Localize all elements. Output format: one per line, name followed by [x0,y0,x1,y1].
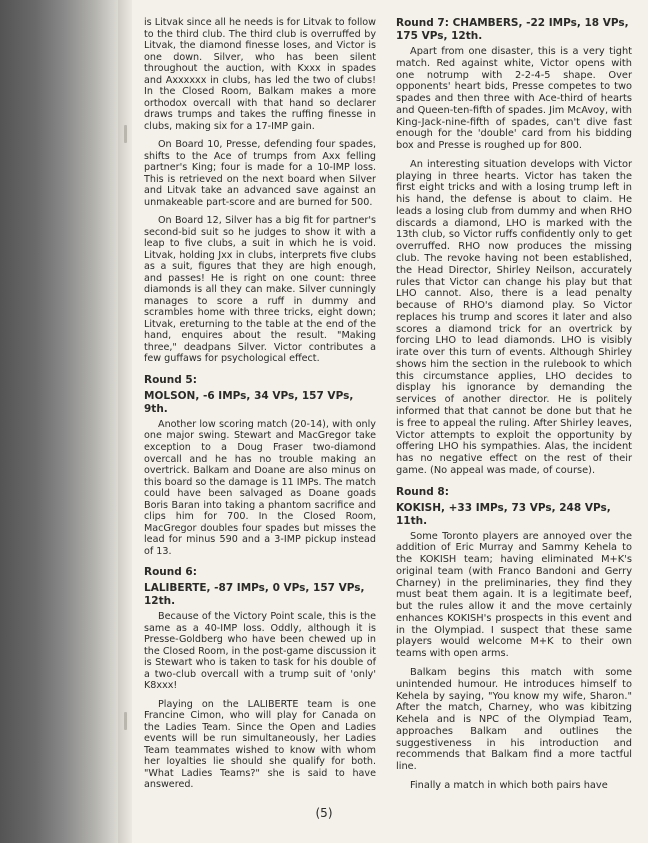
left-column [144,17,376,798]
paragraph: Playing on the LALIBERTE team is one Francine Cimon, who will play for Canada on the Ladies Team. Since the Open and Ladies events will be run simultaneously, her Ladies Team teammates wished to know with whom her loyalties lie should she qualify for both. "What Ladies Teams?" she is said to have answered. [144,698,376,791]
paragraph: On Board 10, Presse, defending four spades, shifts to the Ace of trumps from Axx felling partner's King; four is made for a 10-IMP loss. This is retrieved on the next board when Silver and Litvak take an advanced save against an unmakeable part-score and are burned for 500. [144,139,376,208]
round-heading: Round 7: CHAMBERS, -22 IMPs, 18 VPs, 175 VPs, 12th. [396,17,629,42]
staple-mark [124,125,127,143]
staple-mark [124,712,127,730]
paragraph: Apart from one disaster, this is a very tight match. Red against white, Victor opens with one notrump with 2-2-4-5 shape. Over opponents' heart bids, Presse competes to two spades and then three with Ace-third of hearts and Queen-ten-fifth of spades. Jim McAvoy, with King-Jack-nine-fifth of spades, can't dive fast enough for the 'double' card from his bidding box and Presse is roughed up for 800. [396,46,632,152]
paragraph: Balkam begins this match with some unintended humour. He introduces himself to Kehela by saying, "You know my wife, Sharon." After the match, Charney, who was kibitzing Kehela and is NPC of the Olympiad Team, approaches Balkam and outlines the suggestiveness in his introduction and recommends that Balkam find a more tactful line. [396,666,632,773]
round-heading: Round 5: [144,373,197,386]
page-number: (5) [315,806,333,820]
round-result: MOLSON, -6 IMPs, 34 VPs, 157 VPs, 9th. [144,389,354,415]
paragraph: Finally a match in which both pairs have [410,779,608,791]
round-heading: Round 6: [144,566,197,579]
paragraph: Another low scoring match (20-14), with only one major swing. Stewart and MacGregor take exception to a Doug Fraser two-diamond overcall and he has no trouble making an overtrick. Balkam and Doane are also minus on this board so the damage is 11 IMPs. The match could have been salvaged as Doane goads Boris Baran into taking a phantom sacrifice and clips him for 700. In the Closed Room, MacGregor doubles four spades but misses the lead for minus 590 and a 3-IMP pickup instead of 13. [144,418,376,557]
round-result: LALIBERTE, -87 IMPs, 0 VPs, 157 VPs, 12th. [144,582,365,608]
round-result: KOKISH, +33 IMPs, 73 VPs, 248 VPs, 11th. [396,501,611,527]
paragraph: An interesting situation develops with Victor playing in three hearts. Victor has taken the first eight tricks and with a losing trump left in his hand, the defense is about to claim. He leads a losing club from dummy and when RHO discards a diamond, LHO is marked with the 13th club, so Victor ruffs confidently only to get overruffed. RHO now produces the missing club. The revoke having not been established, the Head Director, Shirley Neilson, accurately rules that Victor can change his play but that LHO cannot. Also, there is a lead penalty because of RHO's diamond play. So Victor replaces his trump and scores it later and also scores a diamond trick for an overtrick by forcing LHO to lead diamonds. LHO is visibly irate over this turn of events. Although Shirley shows him the section in the rulebook to which this circumstance applies, LHO decides to display his ignorance by demanding the services of another director. He is politely informed that that cannot be done but that he is free to appeal the ruling. After Shirley leaves, Victor attempts to exploit the opportunity by offering LHO his sympathies. Alas, the incident has no negative effect on the rest of their game. (No appeal was made, of course). [396,158,632,476]
paragraph: is Litvak since all he needs is for Litvak to follow to the third club. The third club is overruffed by Litvak, the diamond finesse loses, and Victor is one down. Silver, who has been silent throughout the auction, with Kxxx in spades and Axxxxxx in clubs, has led the two of clubs! In the Closed Room, Balkam makes a more orthodox overcall with that hand so declarer draws trumps and takes the ruffing finesse in clubs, making six for a 17-IMP gain. [144,17,376,132]
paragraph: On Board 12, Silver has a big fit for partner's second-bid suit so he judges to show it with a leap to five clubs, a suit in which he is void. Litvak, holding Jxx in clubs, interprets five clubs as a suit, figures that they are high enough, and passes! He is right on one count: three diamonds is all they can make. Silver cunningly manages to score a ruff in dummy and scrambles home with three tricks, eight down; Litvak, ereturning to the table at the end of the hand, enquires about the result. "Making three," deadpans Silver. Victor contributes a few guffaws for psychological effect. [144,215,376,365]
right-column [396,17,632,799]
paragraph: Some Toronto players are annoyed over the addition of Eric Murray and Sammy Kehela to the KOKISH team; having eliminated M+K's original team (with Franco Bandoni and Gerry Charney) in the preliminaries, they find they must beat them again. It is a legitimate beef, but the rules allow it and the move certainly enhances KOKISH's prospects in this event and in the Olympiad. I suspect that these same players would welcome M+K to their own teams with open arms. [396,530,632,660]
binding-spine [0,0,118,843]
paragraph: Because of the Victory Point scale, this is the same as a 40-IMP loss. Oddly, although it is Presse-Goldberg who have been chewed up in the Closed Room, in the post-game discussion it is Stewart who is taken to task for his double of a two-club overcall with a trump suit of 'only' K8xxx! [144,611,376,692]
round-heading: Round 8: [396,485,449,498]
